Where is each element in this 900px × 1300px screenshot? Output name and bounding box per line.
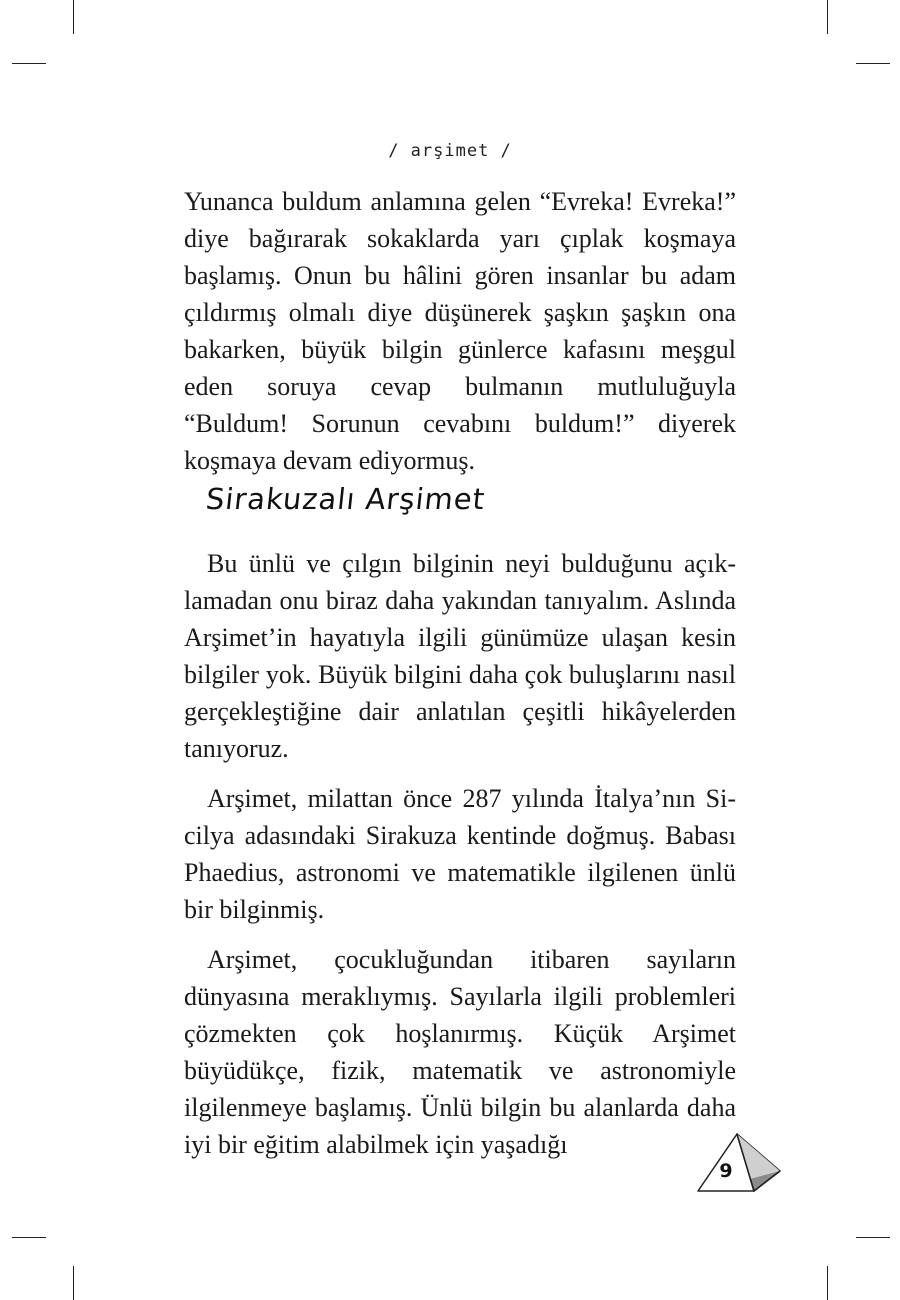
crop-mark-bottom-left-horizontal [12, 1237, 46, 1238]
section-body [184, 545, 736, 1163]
crop-mark-bottom-right-vertical [827, 1266, 828, 1300]
crop-mark-top-left-vertical [73, 0, 74, 34]
section-heading: Sirakuzalı Arşimet [204, 482, 487, 516]
body-paragraph: Arşimet, milattan önce 287 yılında İtalya’nın Sicilya adasındaki Sirakuza kentinde doğmuş. Babası Phaedius, astronomi ve matematikle ilgilenen ünlü bir bilginmiş. [184, 784, 736, 924]
body-paragraph: Arşimet, çocukluğundan itibaren sayıların dünyasına meraklıymış. Sayılarla ilgili problemleri çözmekten çok hoşlanırmış. Küçük Arşimet büyüdükçe, fizik, matematik ve astronomiyle ilgilenmeye başlamış. Ünlü bilgin bu alanlarda daha iyi bir eğitim alabilmek için yaşadığı [184, 945, 736, 1159]
running-head: / arşimet / [388, 141, 512, 161]
page-number: 9 [719, 1160, 733, 1182]
crop-mark-top-right-horizontal [856, 63, 890, 64]
crop-mark-bottom-left-vertical [73, 1266, 74, 1300]
crop-mark-top-left-horizontal [12, 63, 46, 64]
intro-text-block [184, 183, 736, 479]
crop-mark-bottom-right-horizontal [856, 1237, 890, 1238]
body-paragraph: Bu ünlü ve çılgın bilginin neyi bulduğunu açıklamadan onu biraz daha yakından tanıyalım. Aslında Arşimet’in hayatıyla ilgili günümüze ulaşan kesin bilgiler yok. Büyük bilgini daha çok buluşlarını nasıl gerçekleştiğine dair anlatılan çeşitli hikâyelerden tanıyoruz. [184, 549, 736, 763]
intro-paragraph: Yunanca buldum anlamına gelen “Evreka! Evreka!” diye bağırarak sokaklarda yarı çıplak koşmaya başlamış. Onun bu hâlini gören insanlar bu adam çıldırmış olmalı diye düşünerek şaşkın şaşkın ona bakarken, büyük bilgin günlerce kafasını meşgul eden soruya cevap bulmanın mutluluğuyla “Buldum! Sorunun cevabını buldum!” diyerek koşmaya devam ediyormuş. [184, 187, 736, 475]
crop-mark-top-right-vertical [827, 0, 828, 34]
